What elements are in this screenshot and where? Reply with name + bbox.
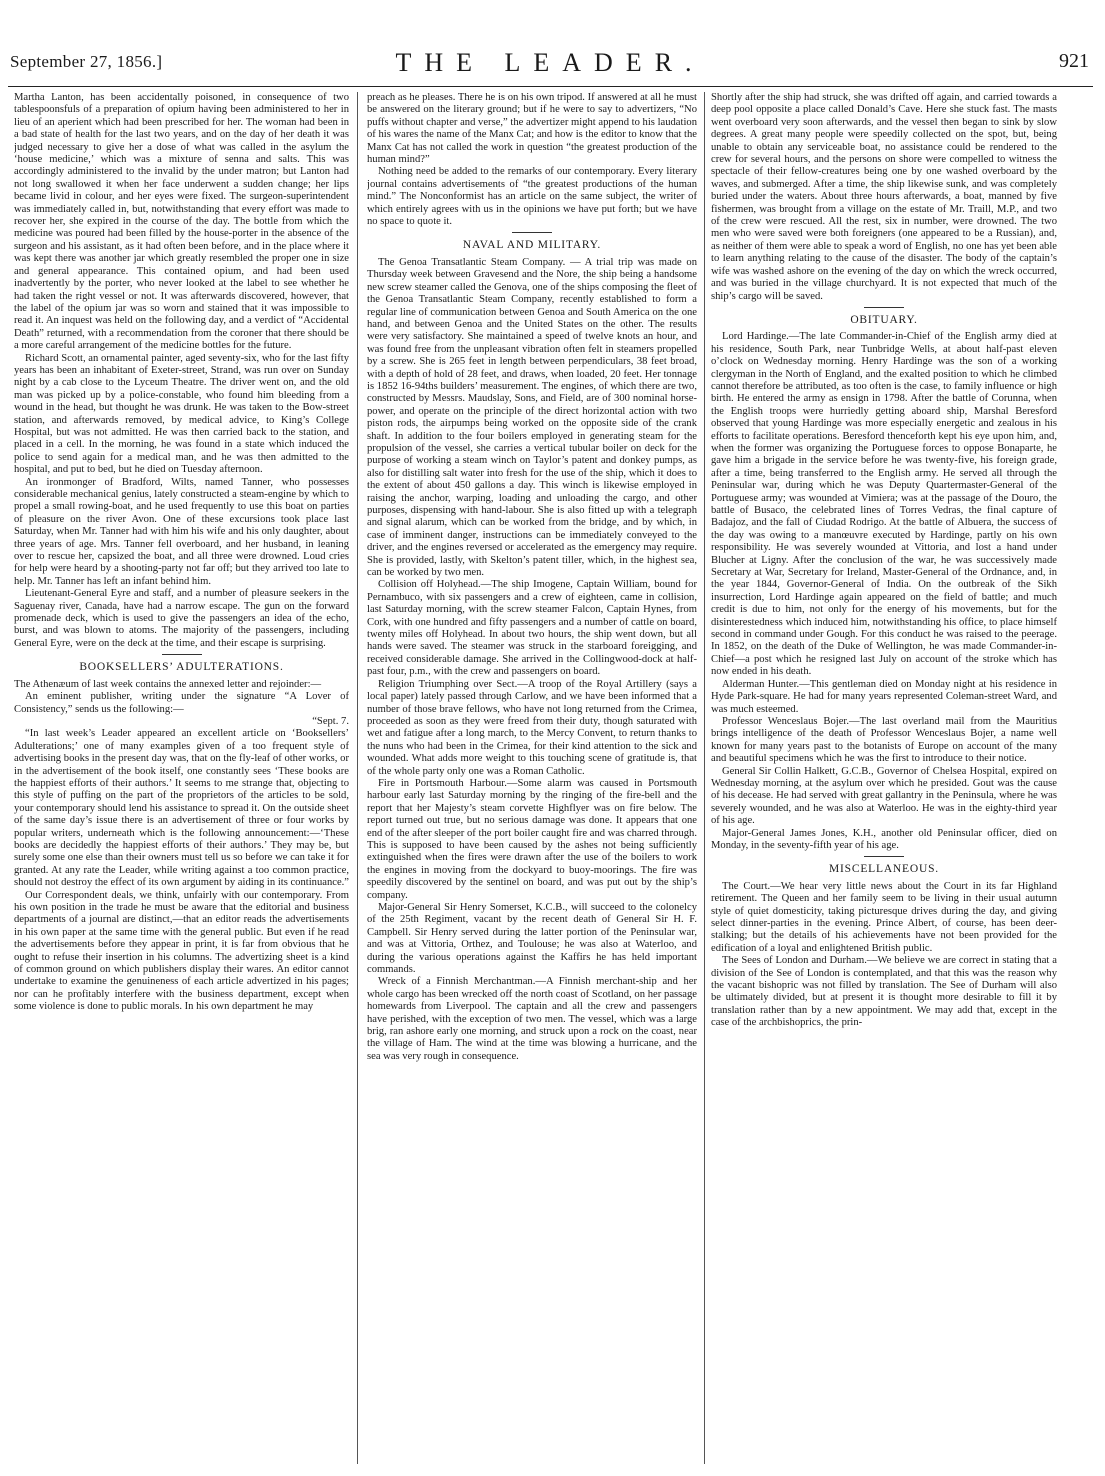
column-3: [711, 92, 1057, 1464]
article-paragraph: Alderman Hunter.—This gentleman died on Monday night at his residence in Hyde Park-square. He had for many years represented Coleman-street Ward, and was much esteemed.: [711, 678, 1057, 715]
article-paragraph: “In last week’s Leader appeared an excellent article on ‘Booksellers’ Adulterations;’ one of many examples given of a too frequent style of advertising books in the present day was, that on the fly-leaf of other works, or in the advertisement of the book itself, one constantly sees ‘These books are the happiest efforts of their authors.’ It seems to me strange that, objecting to this style of puffing on the part of the proprietors of the articles to be sold, your contemporary should lend his assistance to spread it. On the outside sheet of the same day’s issue there is an advertisement of three or four works by popular writers, underneath which is the following announcement:—‘These books are decidedly the happiest efforts of their authors.’ They may be, but surely some one else than their owners must tell us so before we can take it for granted. At any rate the Leader, while writing against a too common practice, should not destroy the effect of its own argument by aiding in its continuance.”: [14, 728, 349, 889]
article-paragraph: The Genoa Transatlantic Steam Company. — A trial trip was made on Thursday week between Gravesend and the Nore, the ship being a handsome new screw steamer called the Genova, one of the ships composing the fleet of the Genoa Transatlantic Steam Company, recently established to form a regular line of communication between Genoa and South America on the one hand, and between Genoa and the United States on the other. The results were very satisfactory. She maintained a speed of twelve knots an hour, and was found free from the unpleasant vibration often felt in steamers propelled by a screw. She is 265 feet in length between perpendiculars, 38 feet broad, with a depth of hold of 28 feet, and draws, when loaded, 20 feet. Her tonnage is 1852 16-94ths builders’ measurement. The engines, of which there are two, constructed by Messrs. Maudslay, Sons, and Field, are of 300 nominal horse-power, and operate on the principle of the direct horizontal action with two piston rods, the airpumps being worked on the opposite side of the crank shaft. In addition to the four boilers employed in generating steam for the propulsion of the vessel, she carries a vertical tubular boiler on deck for the purpose of working a steam winch on Taylor’s patent and donkey pumps, as also for distilling salt water into fresh for the use of the ship, which it does to the extent of about 450 gallons a day. This winch is likewise employed in raising the anchor, warping, loading and unloading the cargo, and other purposes, dispensing with hand-labour. She is also fitted up with a telegraph and signal alarum, which can be worked from the bridge, and by which, in case of imminent danger, instructions can be immediately conveyed to the driver, and the engines reversed or accelerated as the emergency may require. She is provided, lastly, with Skelton’s patent tiller, which, in the highest sea, can be worked by two men.: [367, 256, 697, 579]
article-paragraph: Nothing need be added to the remarks of our contemporary. Every literary journal contains advertisements of “the greatest productions of the human mind.” The Nonconformist has an article on the same subject, the writer of which entirely agrees with us in the opinions we have put forth; but we have no space to quote it.: [367, 166, 697, 228]
section-heading-obituary: OBITUARY.: [850, 313, 918, 326]
article-paragraph: Wreck of a Finnish Merchantman.—A Finnish merchant-ship and her whole cargo has been wrecked off the north coast of Scotland, on her passage homewards from Liverpool. The captain and all the crew and passengers have perished, with the exception of two men. The vessel, which was a large brig, ran ashore early one morning, and struck upon a rock on the coast, near the village of Ham. The wind at the time was blowing a hurricane, and the sea was very rough in consequence.: [367, 976, 697, 1062]
section-heading-naval: NAVAL AND MILITARY.: [462, 239, 602, 252]
section-divider: [162, 654, 202, 655]
article-paragraph: An eminent publisher, writing under the signature “A Lover of Consistency,” sends us the following:—: [14, 691, 349, 715]
section-divider: [864, 307, 904, 308]
article-paragraph: Lord Hardinge.—The late Commander-in-Chief of the English army died at his residence, South Park, near Tunbridge Wells, at about half-past eleven o’clock on Wednesday morning. Henry Hardinge was the son of a working clergyman in the North of England, and the exalted position to which he climbed cannot therefore be attributed, as too often is the case, to family influence or high birth. He entered the army as ensign in 1798. After the battle of Corunna, when the English troops were hurriedly getting aboard ship, Marshal Beresford observed that young Hardinge was more especially energetic and zealous in his efforts to facilitate operations. Beresford thenceforth kept his eye upon him, and, when the former was organizing the Portuguese forces to oppose Bonaparte, he gave him a brigade in the service before he was twenty-five, his foreign grade, after a time, being transferred to the English army. He served all through the Peninsular war, during which he was Deputy Quartermaster-General of the Portuguese army; was wounded at Vimiera; was at the passage of the Douro, the battle of Busaco, the celebrated lines of Torres Vedras, the final capture of Badajoz, and the fall of Ciudad Rodrigo. At the battle of Albuera, the success of the day was owing to a manœuvre executed by Hardinge, partly on his own responsibility. He was severely wounded at Vittoria, and lost a hand under Blucher at Ligny. After the conclusion of the war, he was successively made Secretary at War, Secretary for Ireland, Master-General of the Ordnance, and, in the year 1844, Governor-General of India. On the outbreak of the Sikh insurrection, Lord Hardinge again appeared on the field of battle; and much credit is due to him, not only for the energy of his movements, but for the disinterestedness which induced him, notwithstanding his office, to place himself second in command under Gough. For this conduct he was raised to the peerage. In 1852, on the death of the Duke of Wellington, he was made Commander-in-Chief—a post which he resigned last July on account of the stroke which has now ended in his death.: [711, 331, 1057, 678]
column-divider: [357, 92, 358, 1464]
article-paragraph: Collision off Holyhead.—The ship Imogene, Captain William, bound for Pernambuco, with six passengers and a crew of eighteen, came in collision, last Saturday morning, with the screw steamer Falcon, Captain Hynes, from Cork, with one hundred and fifty passengers and a number of cattle on board, twenty miles off Holyhead. In about two hours, the ship went down, but all hands were saved. The steamer was struck in the starboard foreigging, and received considerable damage. She arrived in the Collingwood-dock at half-past four, p.m., with the crew and passengers on board.: [367, 579, 697, 678]
letter-date: “Sept. 7.: [312, 715, 349, 727]
article-paragraph: Shortly after the ship had struck, she was drifted off again, and carried towards a deep pool opposite a place called Donald’s Cave. Here she stuck fast. The masts went overboard very soon afterwards, and the vessel then began to sink by slow degrees. A great many people were speedily collected on the spot, but, being unable to obtain any serviceable boat, no assistance could be rendered to the crew for several hours, and the persons on shore were compelled to witness the spectacle of their fellow-creatures being one by one washed overboard by the waves, and submerged. After a time, the ship likewise sunk, and was completely buried under the waters. About three hours afterwards, a boat, manned by five fishermen, was brought from a village on the estate of Mr. Traill, M.P., and two of the crew were rescued. All the rest, six in number, were drowned. The two men who were saved were both foreigners (one appeared to be a Russian), and, as neither of them were able to speak a word of English, no one has yet been able to learn anything relating to the cause of the disaster. The body of the captain’s wife was washed ashore on the evening of the day on which the wreck occurred, and was buried in the village churchyard. It is not expected that much of the ship’s cargo will be saved.: [711, 92, 1057, 302]
masthead: [0, 0, 1105, 88]
article-paragraph: Fire in Portsmouth Harbour.—Some alarm was caused in Portsmouth harbour early last Saturday morning by the ringing of the fire-bell and the report that her Majesty’s steam corvette Highflyer was on fire below. The report turned out true, but no serious damage was done. It appears that one end of the after sleeper of the port boiler caught fire and was charred through. This is supposed to have been caused by the ashes not being sufficiently extinguished when the fires were drawn after the use of the boilers to work the engines in moving from the dockyard to buoy-moorings. The fire was speedily discovered by the sentinel on board, and was put out by the ship’s company.: [367, 777, 697, 901]
section-heading-booksellers: BOOKSELLERS’ ADULTERATIONS.: [79, 661, 284, 674]
article-paragraph: preach as he pleases. There he is on his own tripod. If answered at all he must be answered on the literary ground; but if he were to say to advertizers, “No puffs without chapter and verse,” the advertizer might append to his laudation of his wares the name of the Manx Cat; and how is the editor to know that the Manx Cat has not called the work in question “the greatest production of the human mind?”: [367, 92, 697, 166]
article-paragraph: Religion Triumphing over Sect.—A troop of the Royal Artillery (says a local paper) lately passed through Carlow, and we have been informed that a number of those brave fellows, who have not long returned from the Crimea, proceeded as soon as they were freed from their duty, though saturated with wet and fatigue after a long march, to the Mercy Convent, to return thanks to the nuns who had been in the Crimea, for their kind attention to the sick and wounded. What adds more weight to this touching scene of gratitude is, that of the whole party only one was a Roman Catholic.: [367, 678, 697, 777]
column-2: [367, 92, 697, 1464]
page-number: 921: [1059, 50, 1089, 72]
section-heading-miscellaneous: MISCELLANEOUS.: [829, 863, 939, 876]
section-divider: [864, 856, 904, 857]
article-paragraph: The Sees of London and Durham.—We believe we are correct in stating that a division of the See of London is contemplated, and that this was the reason why the vacant bishopric was not filled by translation. The See of Durham will also be ultimately divided, but at present it is thought more desirable to fill it by translation rather than by a new appointment. We may add that, except in the case of the archbishoprics, the prin-: [711, 955, 1057, 1029]
article-paragraph: Martha Lanton, has been accidentally poisoned, in consequence of two tablespoonsfuls of a preparation of opium having been administered to her in lieu of an aperient which had been prescribed for her. The woman had been in a bad state of health for the last two years, and on the day of her death it was judged necessary to give her a dose of what was called in the asylum the ‘house medicine,’ which was a mixture of senna and salts. This was accordingly administered to the invalid by the under matron; but Lanton had not long swallowed it when her face underwent a sudden change; her lips became livid in colour, and her eyes were fixed. The surgeon-superintendent was immediately called in, but, notwithstanding that every effort was made to recover her, she expired in the course of the day. The bottle from which the medicine was poured had been filled by the house-porter in the absence of the surgeon and his assistant, as it had often been before, and in the place where it was kept there was another jar which greatly resembled the proper one in size and general appearance. This contained opium, and had been used inadvertently by the porter, who never looked at the label to see whether he had taken the right vessel or not. It was afterwards discovered, however, that the label of the opium jar was so worn and stained that it was impossible to read it. An inquest was held on the following day, and a verdict of “Accidental Death” returned, with a recommendation from the coroner that there should be a more careful arrangement of the medicine bottles for the future.: [14, 92, 349, 352]
column-1: [14, 92, 349, 1464]
article-paragraph: The Court.—We hear very little news about the Court in its far Highland retirement. The Queen and her family seem to be living in their usual autumn style of quiet domesticity, taking picturesque drives during the day, and giving select dinner-parties in the evening. Prince Albert, of course, has been deer-stalking; but the details of his achievements have not been provided for the edification of a loyal and enlightened British public.: [711, 880, 1057, 954]
issue-date: September 27, 1856.]: [10, 52, 163, 71]
article-paragraph: An ironmonger of Bradford, Wilts, named Tanner, who possesses considerable mechanical genius, lately constructed a steam-engine by which to propel a small rowing-boat, and he used frequently to use this boat on parties of pleasure on the river Avon. One of these excursions took place last Saturday, when Mr. Tanner had with him his wife and his only daughter, about three years of age. Mrs. Tanner fell overboard, and her husband, in leaning over to rescue her, capsized the boat, and all three were drowned. Loud cries for help were heard by a shooting-party not far off; but they arrived too late to help. Mr. Tanner has left an infant behind him.: [14, 476, 349, 587]
article-paragraph: Our Correspondent deals, we think, unfairly with our contemporary. From his own position in the trade he must be aware that the editorial and business departments of a journal are distinct,—that an editor reads the advertisements in his own paper at the same time with the general public. But even if he read the advertisements before they appear in print, it is far from obvious that he ought to refuse their insertion in his columns. The advertizing sheet is a kind of common ground on which publishers display their wares. An editor cannot undertake to examine the genuineness of each article advertized in his pages; nor can he profitably interfere with the business department, except when some violence is done to public morals. In his own department he may: [14, 889, 349, 1013]
newspaper-title: THE LEADER.: [395, 48, 705, 77]
masthead-rule: [8, 86, 1093, 87]
article-paragraph: Major-General James Jones, K.H., another old Peninsular officer, died on Monday, in the seventy-fifth year of his age.: [711, 827, 1057, 851]
article-intro: The Athenæum of last week contains the annexed letter and rejoinder:—: [14, 678, 322, 690]
article-paragraph: Lieutenant-General Eyre and staff, and a number of pleasure seekers in the Saguenay river, Canada, have had a narrow escape. The gun on the forward promenade deck, which is used to give the passengers an idea of the echo, burst, and was blown to atoms. The majority of the passengers, including General Eyre, were on the deck at the time, and their escape is surprising.: [14, 588, 349, 649]
column-divider: [704, 92, 705, 1464]
article-paragraph: Major-General Sir Henry Somerset, K.C.B., will succeed to the colonelcy of the 25th Regiment, vacant by the recent death of General Sir H. F. Campbell. Sir Henry served during the latter portion of the Peninsular war, and was at Vittoria, Orthez, and Toulouse; he was also at Waterloo, and during the various operations against the Kaffirs he has held important commands.: [367, 902, 697, 976]
article-paragraph: Richard Scott, an ornamental painter, aged seventy-six, who for the last fifty years has been an inhabitant of Exeter-street, Strand, was run over on Sunday night by a cab close to the Lyceum Theatre. The driver went on, and the old man was picked up by a police-constable, who found him bleeding from a wound in the head, but thought he was drunk. He was taken to the Bow-street station, and afterwards removed, by medical advice, to King’s College Hospital, but was not admitted. He was then carried back to the station, and placed in a cell. In the morning, he was found in a state which induced the police to send again for a medical man, and he was then admitted to the hospital, and put to bed, but he died on Tuesday afternoon.: [14, 352, 349, 476]
article-paragraph: General Sir Collin Halkett, G.C.B., Governor of Chelsea Hospital, expired on Wednesday morning, at the asylum over which he presided. Gout was the cause of his decease. He had served with great gallantry in the Peninsula, where he was severely wounded, and he was also at Waterloo. He was in the eighty-third year of his age.: [711, 765, 1057, 827]
article-paragraph: Professor Wenceslaus Bojer.—The last overland mail from the Mauritius brings intelligence of the death of Professor Wenceslaus Bojer, a name well known for many years past to the botanists of Europe on account of the many and beautiful specimens which he was the first to introduce to their notice.: [711, 715, 1057, 765]
section-divider: [512, 232, 552, 233]
